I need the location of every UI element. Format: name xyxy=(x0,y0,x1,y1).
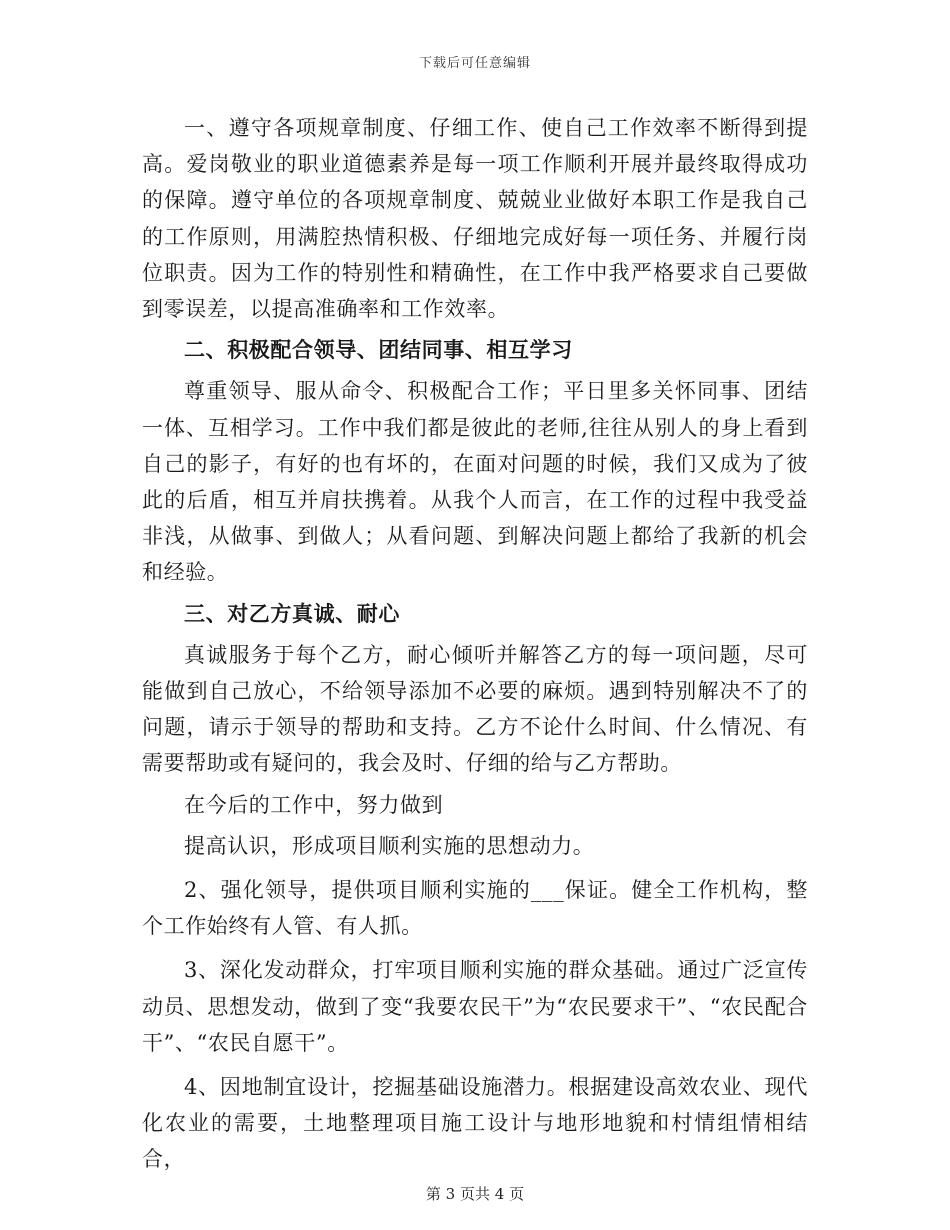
document-body xyxy=(142,110,808,1178)
paragraph-cooperation: 尊重领导、服从命令、积极配合工作；平日里多关怀同事、团结一体、互相学习。工作中我们都是彼此的老师,往往从别人的身上看到自己的影子，有好的也有坏的，在面对问题的时候，我们又成为了彼此的后盾，相互并肩扶携着。从我个人而言，在工作的过程中我受益非浅，从做事、到做人；从看问题、到解决问题上都给了我新的机会和经验。 xyxy=(142,379,808,585)
paragraph-rules: 一、遵守各项规章制度、仔细工作、使自己工作效率不断得到提高。爱岗敬业的职业道德素养是每一项工作顺利开展并最终取得成功的保障。遵守单位的各项规章制度、兢兢业业做好本职工作是我自己的工作原则，用满腔热情积极、仔细地完成好每一项任务、并履行岗位职责。因为工作的特别性和精确性，在工作中我严格要求自己要做到零误差，以提高准确率和工作效率。 xyxy=(142,116,808,322)
paragraph-future-work: 在今后的工作中，努力做到 xyxy=(184,792,444,817)
page-header: 下载后可任意编辑 xyxy=(418,56,531,71)
heading-cooperation: 二、积极配合领导、团结同事、相互学习 xyxy=(184,337,573,363)
paragraph-design: 4、因地制宜设计，挖掘基础设施潜力。根据建设高效农业、现代化农业的需要，土地整理项目施工设计与地形地貌和村情组情相结合， xyxy=(142,1075,808,1172)
paragraph-leadership: 2、强化领导，提供项目顺利实施的___保证。健全工作机构，整个工作始终有人管、有人抓。 xyxy=(142,878,808,939)
page-number: 第 3 页共 4 页 xyxy=(425,1185,525,1203)
heading-sincerity: 三、对乙方真诚、耐心 xyxy=(184,600,400,626)
paragraph-mobilization: 3、深化发动群众，打牢项目顺利实施的群众基础。通过广泛宣传动员、思想发动，做到了变“我要农民干”为“农民要求干”、“农民配合干”、“农民自愿干”。 xyxy=(142,958,808,1055)
paragraph-awareness: 提高认识，形成项目顺利实施的思想动力。 xyxy=(184,833,595,858)
paragraph-sincerity: 真诚服务于每个乙方，耐心倾听并解答乙方的每一项问题，尽可能做到自己放心，不给领导添加不必要的麻烦。遇到特别解决不了的问题，请示于领导的帮助和支持。乙方不论什么时间、什么情况、有需要帮助或有疑问的，我会及时、仔细的给与乙方帮助。 xyxy=(142,642,808,776)
